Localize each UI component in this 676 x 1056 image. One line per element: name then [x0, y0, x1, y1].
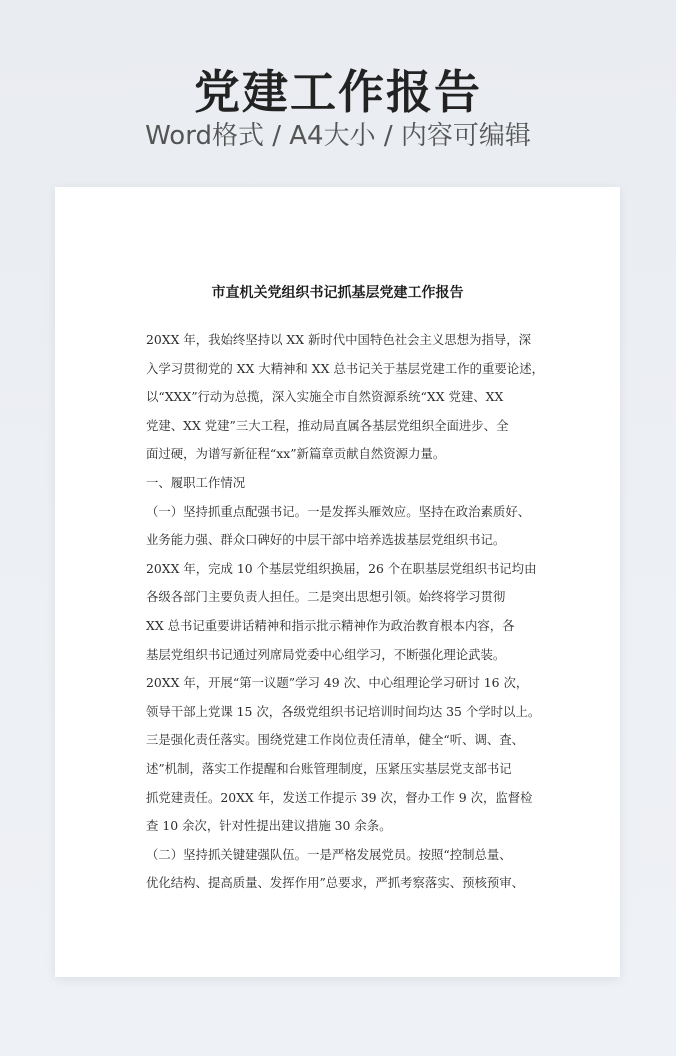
body-line: 党建、XX 党建”三大工程，推动局直属各基层党组织全面进步、全 [146, 417, 509, 433]
body-line: 查 10 余次，针对性提出建议措施 30 余条。 [146, 818, 392, 834]
body-line: （一）坚持抓重点配强书记。一是发挥头雁效应。坚持在政治素质好、 [146, 503, 531, 519]
body-line: 入学习贯彻党的 XX 大精神和 XX 总书记关于基层党建工作的重要论述， [146, 360, 544, 376]
body-line: （二）坚持抓关键建强队伍。一是严格发展党员。按照“控制总量、 [146, 846, 512, 862]
banner-title: 党建工作报告 [194, 65, 482, 119]
body-line: 20XX 年，我始终坚持以 XX 新时代中国特色社会主义思想为指导，深 [146, 332, 532, 347]
body-line: 优化结构、提高质量、发挥作用”总要求，严抓考察落实、预核预审、 [146, 875, 525, 891]
body-line: 20XX 年，开展“第一议题”学习 49 次、中心组理论学习研讨 16 次， [146, 675, 529, 691]
document-page [55, 187, 620, 977]
body-line: 以“XXX”行动为总揽，深入实施全市自然资源系统“XX 党建、XX [146, 389, 504, 405]
body-line: 业务能力强、群众口碑好的中层干部中培养选拔基层党组织书记。 [146, 532, 506, 548]
body-line: XX 总书记重要讲话精神和指示批示精神作为政治教育根本内容，各 [146, 617, 515, 633]
body-line: 三是强化责任落实。围绕党建工作岗位责任清单，健全“听、调、査、 [146, 732, 525, 748]
body-line: 述”机制，落实工作提醒和台账管理制度，压紧压实基层党支部书记 [146, 760, 512, 776]
section-heading: 一、履职工作情况 [146, 474, 246, 490]
document-body [146, 326, 544, 898]
body-line: 抓党建责任。20XX 年，发送工作提示 39 次，督办工作 9 次，监督检 [146, 789, 533, 805]
body-line: 基层党组织书记通过列席局党委中心组学习，不断强化理论武装。 [146, 646, 506, 662]
body-line: 20XX 年，完成 10 个基层党组织换届，26 个在职基层党组织书记均由 [146, 560, 537, 576]
document-title: 市直机关党组织书记抓基层党建工作报告 [211, 285, 464, 301]
body-line: 领导干部上党课 15 次，各级党组织书记培训时间均达 35 个学时以上。 [146, 703, 541, 719]
banner-subtitle: Word格式 / A4大小 / 内容可编辑 [145, 121, 531, 151]
body-line: 面过硬，为谱写新征程“xx”新篇章贡献自然资源力量。 [146, 446, 446, 462]
body-line: 各级各部门主要负责人担任。二是突出思想引领。始终将学习贯彻 [146, 589, 506, 605]
